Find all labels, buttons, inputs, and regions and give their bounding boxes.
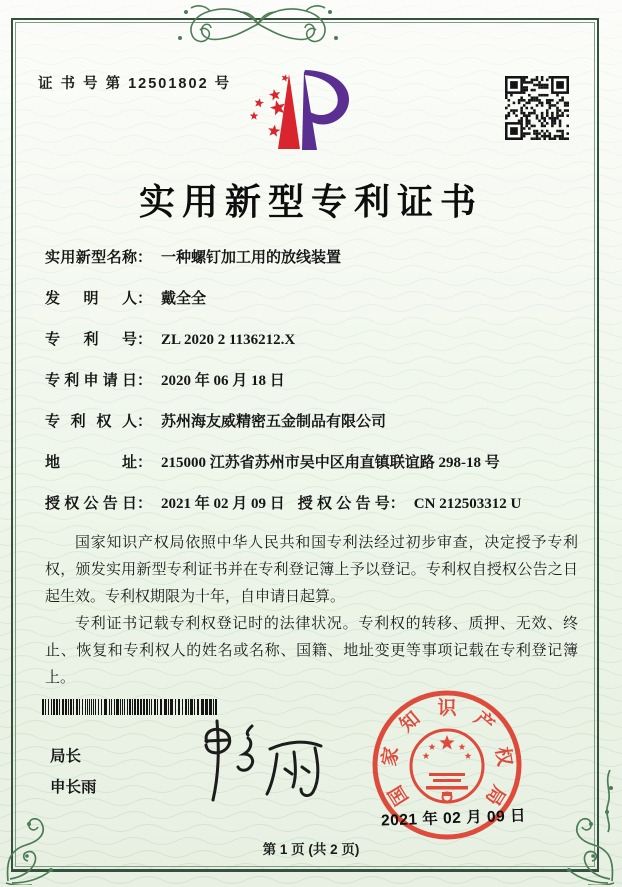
svg-text:知: 知: [396, 707, 425, 737]
top-flourish-ornament: [158, 2, 358, 48]
field-label: 专利权人: [45, 413, 137, 430]
legal-paragraph-1: 国家知识产权局依照中华人民共和国专利法经过初步审查，决定授予专利权，颁发实用新型专利证书并在专利登记簿上予以登记。专利权自授权公告之日起生效。专利权期限为十年，自申请日起算。: [45, 535, 578, 605]
field-value: 一种螺钉加工用的放线装置: [161, 249, 342, 266]
field-colon: ：: [137, 290, 153, 307]
svg-text:家: 家: [379, 745, 403, 768]
logo-wedges: [278, 70, 349, 150]
field-colon: ：: [137, 249, 153, 266]
field-row-filing-date: [45, 373, 577, 390]
certificate-title: 实用新型专利证书: [138, 182, 483, 222]
field-colon: ：: [137, 413, 153, 430]
director-signature: [190, 714, 340, 814]
field-colon: ：: [137, 454, 153, 471]
field-colon: ：: [137, 331, 153, 348]
field-value: 2020 年 06 月 18 日: [161, 373, 285, 389]
qr-code: [505, 76, 569, 140]
field-label: 专利号: [45, 331, 137, 348]
field-colon: ：: [137, 495, 153, 512]
svg-text:产: 产: [469, 707, 498, 737]
legal-paragraph-2: 专利证书记载专利权登记时的法律状况。专利权的转移、质押、无效、终止、恢复和专利权人的姓名或名称、国籍、地址变更等事项记载在专利登记簿上。: [45, 616, 578, 686]
field-row-patentee: [45, 414, 577, 431]
signer-block: [50, 741, 97, 803]
svg-text:权: 权: [491, 745, 515, 768]
bottom-right-corner-ornament: [556, 768, 620, 885]
page-number: 第 1 页 (共 2 页): [262, 842, 360, 857]
grant-number-value: CN 212503312 U: [413, 496, 522, 512]
field-row-address: [45, 455, 577, 472]
field-value: 苏州海友威精密五金制品有限公司: [161, 413, 387, 430]
field-label: 专利申请日: [45, 372, 137, 389]
barcode: [42, 699, 220, 715]
signer-name: 申长雨: [50, 779, 97, 796]
grant-date-label: 授权公告日: [45, 495, 137, 512]
svg-text:识: 识: [437, 698, 457, 720]
field-row-patent-number: [45, 332, 577, 349]
signer-title: 局长: [50, 748, 82, 765]
field-colon: ：: [137, 372, 153, 389]
field-label: 实用新型名称: [45, 249, 137, 266]
field-value: 戴全全: [161, 290, 207, 307]
grant-number-label: 授权公告号: [297, 495, 390, 512]
field-value: ZL 2020 2 1136212.X: [161, 332, 296, 348]
field-list: [45, 250, 577, 537]
field-value: 215000 江苏省苏州市吴中区甪直镇联谊路 298-18 号: [161, 455, 500, 471]
certificate-number: 证 书 号 第 12501802 号: [38, 76, 232, 92]
cnipa-logo: [245, 62, 357, 162]
svg-text:局: 局: [480, 781, 509, 809]
svg-text:国: 国: [385, 781, 414, 809]
field-row-utility-name: [45, 250, 577, 267]
field-row-grant: [45, 496, 577, 513]
grant-date-value: 2021 年 02 月 09 日: [161, 496, 285, 512]
field-label: 发明人: [45, 290, 137, 307]
field-row-inventor: [45, 291, 577, 308]
seal-date: 2021 年 02 月 09 日: [380, 807, 527, 830]
field-colon: ：: [389, 495, 405, 512]
legal-text: [45, 530, 578, 692]
field-label: 地址: [45, 454, 137, 471]
